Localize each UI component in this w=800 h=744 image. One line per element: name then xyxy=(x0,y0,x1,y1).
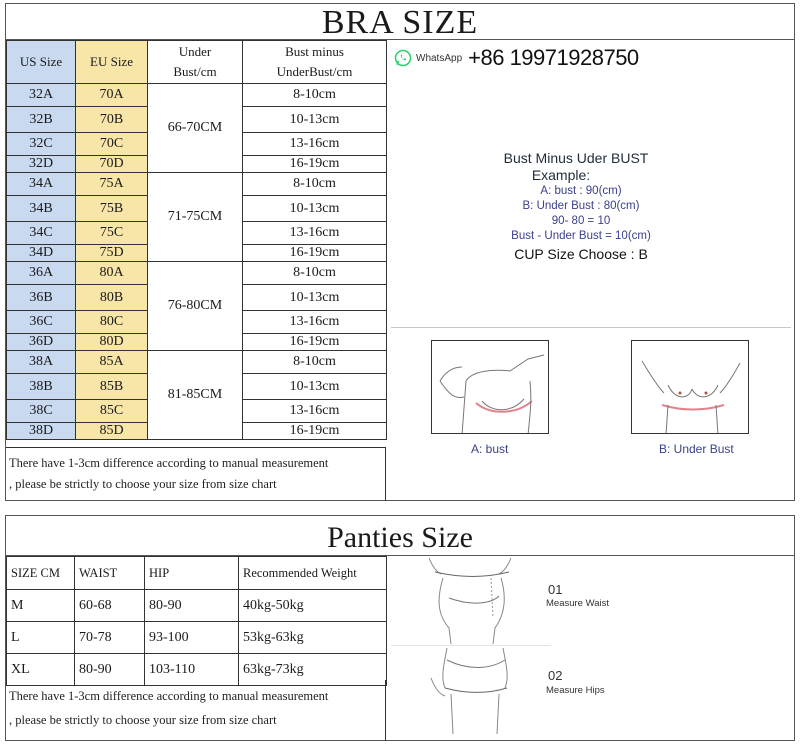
bust-diff-cell: 13-16cm xyxy=(243,133,387,156)
size-cell: L xyxy=(7,622,75,654)
bra-size-table xyxy=(6,40,387,440)
us-size-cell: 32D xyxy=(7,156,76,173)
waist-measure-illustration xyxy=(391,558,541,644)
cup-size-example xyxy=(387,150,795,264)
example-formula-line: Bust - Under Bust = 10(cm) xyxy=(511,230,651,242)
example-title: Bust Minus Uder BUST xyxy=(503,150,649,166)
step-label: Measure Hips xyxy=(546,685,605,696)
hip-cell: 80-90 xyxy=(145,590,239,622)
panties-note-line1: There have 1-3cm difference according to manual measurement xyxy=(9,689,329,703)
header-size: SIZE CM xyxy=(7,557,75,590)
bust-diff-cell: 16-19cm xyxy=(243,156,387,173)
under-bust-cell: 66-70CM xyxy=(148,84,243,173)
example-cup-result: CUP Size Choose : B xyxy=(514,246,648,262)
waist-cell: 60-68 xyxy=(75,590,145,622)
us-size-cell: 38A xyxy=(7,351,76,374)
example-subtitle: Example: xyxy=(531,167,591,183)
panties-size-section xyxy=(5,515,795,741)
panties-measure-guide xyxy=(387,556,795,741)
bra-table-header-row xyxy=(7,41,387,84)
bust-measure-illustration xyxy=(431,340,549,434)
under-bust-cell: 71-75CM xyxy=(148,173,243,262)
under-bust-cell: 81-85CM xyxy=(148,351,243,440)
panties-measurement-note xyxy=(6,680,386,741)
size-cell: M xyxy=(7,590,75,622)
hips-measure-illustration xyxy=(391,648,541,734)
us-size-cell: 38D xyxy=(7,423,76,440)
bust-diff-cell: 10-13cm xyxy=(243,285,387,311)
whatsapp-label: WhatsApp xyxy=(416,52,463,64)
eu-size-cell: 70A xyxy=(76,84,148,107)
hip-cell: 93-100 xyxy=(145,622,239,654)
eu-size-cell: 75B xyxy=(76,196,148,222)
header-diff-line2: UnderBust/cm xyxy=(276,64,353,79)
table-row xyxy=(7,262,387,285)
eu-size-cell: 80C xyxy=(76,311,148,334)
header-weight: Recommended Weight xyxy=(239,557,387,590)
eu-size-cell: 85C xyxy=(76,400,148,423)
bust-diff-cell: 10-13cm xyxy=(243,374,387,400)
table-row xyxy=(7,351,387,374)
us-size-cell: 32B xyxy=(7,107,76,133)
us-size-cell: 36A xyxy=(7,262,76,285)
bra-size-title: BRA SIZE xyxy=(6,4,794,40)
bust-diff-cell: 16-19cm xyxy=(243,423,387,440)
step-number: 01 xyxy=(548,582,563,597)
us-size-cell: 36D xyxy=(7,334,76,351)
table-row xyxy=(7,84,387,107)
bra-measurement-note xyxy=(6,447,386,501)
hip-cell: 103-110 xyxy=(145,654,239,686)
step-label: Measure Waist xyxy=(546,598,609,609)
table-row xyxy=(7,590,387,622)
header-under-bust xyxy=(148,41,243,84)
header-us-size: US Size xyxy=(7,41,76,84)
us-size-cell: 34A xyxy=(7,173,76,196)
weight-cell: 63kg-73kg xyxy=(239,654,387,686)
header-waist: WAIST xyxy=(75,557,145,590)
header-under-bust-line2: Bust/cm xyxy=(173,64,217,79)
divider xyxy=(391,327,791,328)
eu-size-cell: 85D xyxy=(76,423,148,440)
eu-size-cell: 80A xyxy=(76,262,148,285)
under-bust-figure-label: B: Under Bust xyxy=(659,442,734,456)
size-cell: XL xyxy=(7,654,75,686)
us-size-cell: 32C xyxy=(7,133,76,156)
header-under-bust-line1: Under xyxy=(178,44,212,59)
header-eu-size: EU Size xyxy=(76,41,148,84)
bust-figure-label: A: bust xyxy=(471,442,509,456)
panties-table-header-row xyxy=(7,557,387,590)
table-row xyxy=(7,622,387,654)
panties-note-line2: , please be strictly to choose your size from size chart xyxy=(9,713,277,727)
example-under-bust-line: B: Under Bust : 80(cm) xyxy=(522,200,640,212)
example-bust-line: A: bust : 90(cm) xyxy=(540,185,622,197)
eu-size-cell: 75C xyxy=(76,222,148,245)
bust-diff-cell: 8-10cm xyxy=(243,84,387,107)
whatsapp-contact[interactable] xyxy=(394,46,639,70)
us-size-cell: 36C xyxy=(7,311,76,334)
bra-note-line2: , please be strictly to choose your size from size chart xyxy=(9,477,277,491)
us-size-cell: 32A xyxy=(7,84,76,107)
under-bust-measure-illustration xyxy=(631,340,749,434)
weight-cell: 40kg-50kg xyxy=(239,590,387,622)
eu-size-cell: 85A xyxy=(76,351,148,374)
bust-diff-cell: 10-13cm xyxy=(243,107,387,133)
bust-diff-cell: 13-16cm xyxy=(243,311,387,334)
bust-diff-cell: 8-10cm xyxy=(243,173,387,196)
step-number: 02 xyxy=(548,668,563,683)
us-size-cell: 38C xyxy=(7,400,76,423)
example-calc-line: 90- 80 = 10 xyxy=(551,215,611,227)
eu-size-cell: 70C xyxy=(76,133,148,156)
bust-diff-cell: 16-19cm xyxy=(243,245,387,262)
waist-cell: 80-90 xyxy=(75,654,145,686)
us-size-cell: 34D xyxy=(7,245,76,262)
header-diff-line1: Bust minus xyxy=(285,44,344,59)
eu-size-cell: 70D xyxy=(76,156,148,173)
whatsapp-icon xyxy=(394,49,412,67)
eu-size-cell: 75D xyxy=(76,245,148,262)
bust-diff-cell: 13-16cm xyxy=(243,400,387,423)
eu-size-cell: 80B xyxy=(76,285,148,311)
us-size-cell: 36B xyxy=(7,285,76,311)
eu-size-cell: 80D xyxy=(76,334,148,351)
header-hip: HIP xyxy=(145,557,239,590)
bra-note-line1: There have 1-3cm difference according to manual measurement xyxy=(9,456,329,470)
under-bust-cell: 76-80CM xyxy=(148,262,243,351)
eu-size-cell: 70B xyxy=(76,107,148,133)
bra-size-section xyxy=(5,3,795,501)
panties-size-table xyxy=(6,556,387,686)
panties-size-title: Panties Size xyxy=(6,516,794,556)
us-size-cell: 34C xyxy=(7,222,76,245)
bust-diff-cell: 8-10cm xyxy=(243,351,387,374)
eu-size-cell: 85B xyxy=(76,374,148,400)
weight-cell: 53kg-63kg xyxy=(239,622,387,654)
bust-diff-cell: 13-16cm xyxy=(243,222,387,245)
bust-diff-cell: 8-10cm xyxy=(243,262,387,285)
bra-measure-guide xyxy=(387,40,795,501)
divider xyxy=(391,645,551,646)
eu-size-cell: 75A xyxy=(76,173,148,196)
bust-diff-cell: 10-13cm xyxy=(243,196,387,222)
us-size-cell: 38B xyxy=(7,374,76,400)
us-size-cell: 34B xyxy=(7,196,76,222)
bust-diff-cell: 16-19cm xyxy=(243,334,387,351)
whatsapp-number[interactable]: +86 19971928750 xyxy=(468,45,639,70)
waist-cell: 70-78 xyxy=(75,622,145,654)
header-bust-minus-underbust xyxy=(243,41,387,84)
